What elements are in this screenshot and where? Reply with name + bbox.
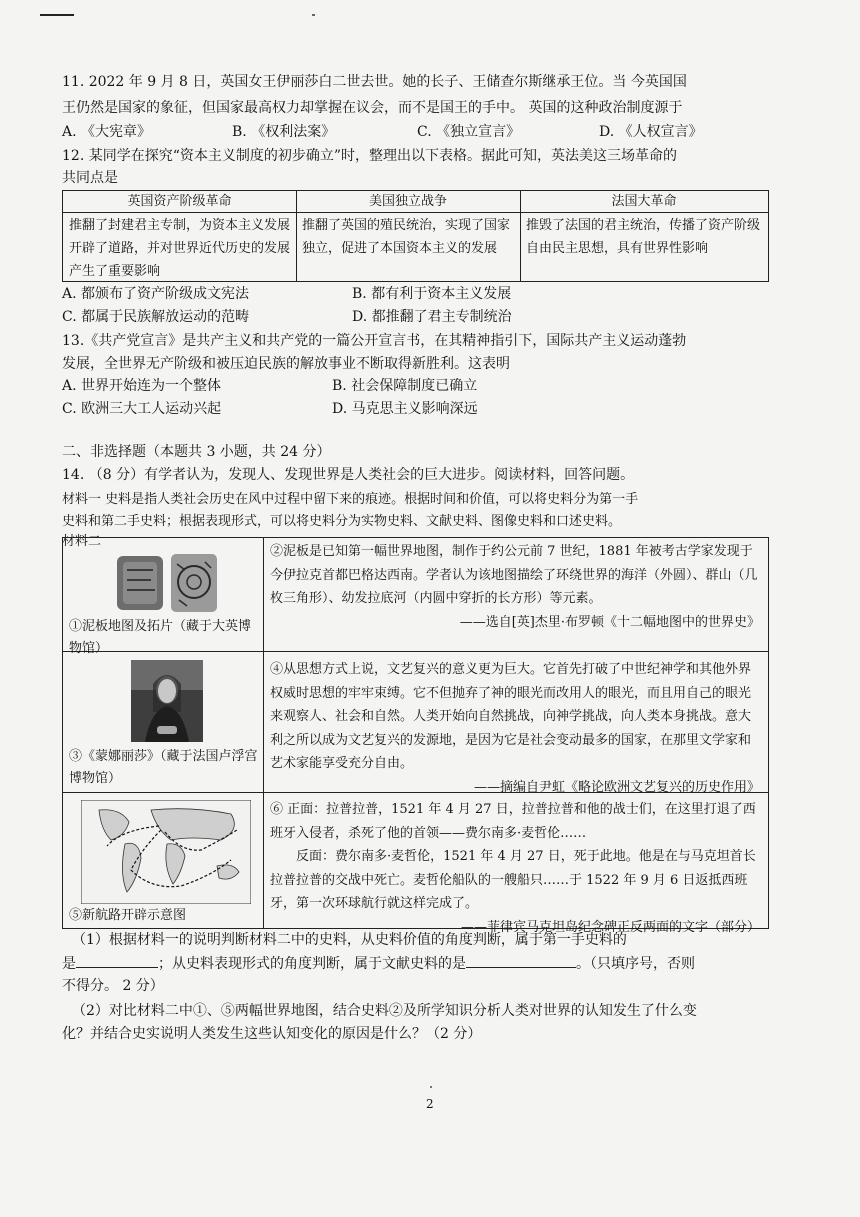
q11-option-c[interactable]: C. 《独立宣言》 xyxy=(417,124,521,140)
q11-option-a[interactable]: A. 《大宪章》 xyxy=(62,124,152,140)
caption-mona-lisa: ③《蒙娜丽莎》（藏于法国卢浮宫博物馆） xyxy=(69,749,258,786)
q14-sub1-middle: ；从史料表现形式的角度判断，属于文献史料的是 xyxy=(158,956,466,972)
material-6-front: ⑥ 正面：拉普拉普，1521 年 4 月 27 日，拉普拉普和他的战士们，在这里打退了西班牙入侵者，杀死了他的首领——费尔南多·麦哲伦…… xyxy=(270,802,756,841)
q12-table xyxy=(62,190,769,282)
q12-cell-england: 推翻了封建君主专制，为资本主义发展开辟了道路，并对世界近代历史的发展产生了重要影响 xyxy=(69,218,291,279)
q12-stem-line2: 共同点是 xyxy=(62,170,118,186)
material2-divider xyxy=(263,538,264,928)
material-2-source: ——选自[英]杰里·布罗顿《十二幅地图中的世界史》 xyxy=(459,614,760,630)
material-6-source: ——菲律宾马克坦岛纪念碑正反两面的文字（部分） xyxy=(460,919,760,935)
q12-header-america: 美国独立战争 xyxy=(368,194,447,209)
q12-cell-america: 推翻了英国的殖民统治，实现了国家独立，促进了本国资本主义的发展 xyxy=(302,218,511,256)
q11-option-b[interactable]: B. 《权利法案》 xyxy=(232,124,336,140)
material-2-body: ②泥板是已知第一幅世界地图，制作于约公元前 7 世纪，1881 年被考古学家发现于今伊拉克首都巴格达西南。学者认为该地图描绘了环绕世界的海洋（外圆）、群山（几枚三角形）、幼发拉底河（内圆中穿折的长方形）等元素。 xyxy=(270,544,758,606)
q13-option-d[interactable]: D. 马克思主义影响深远 xyxy=(332,401,478,417)
q12-option-d[interactable]: D. 都推翻了君主专制统治 xyxy=(352,309,512,325)
q12-header-england: 英国资产阶级革命 xyxy=(127,194,232,209)
material-4-body: ④从思想方式上说，文艺复兴的意义更为巨大。它首先打破了中世纪神学和其他外界权威时思想的牢牢束缚。它不但抛弃了神的眼光而改用人的眼光，而且用自己的眼光来观察人、社会和自然。人类开始向自然挑战，向神学挑战，向人类本身挑战。意大利之所以成为文艺复兴的发源地，是因为它是社会变动最多的国家，在那里文学家和艺术家能享受充分自由。 xyxy=(270,662,752,771)
q14-sub1-suffix: 。（只填序号，否则 xyxy=(576,956,695,972)
q13-options-row2 xyxy=(62,399,762,419)
q14-material2-label: 材料二 xyxy=(62,534,102,549)
q12-option-c[interactable]: C. 都属于民族解放运动的范畴 xyxy=(62,309,250,325)
q14-sub1-prefix: 是 xyxy=(62,956,76,972)
scan-dot-lower xyxy=(430,1086,432,1088)
material-6-text xyxy=(270,798,760,939)
answer-blank-1[interactable] xyxy=(76,953,158,968)
q11-stem-line1: 11. 2022 年 9 月 8 日，英国女王伊丽莎白二世去世。她的长子、王储查尔斯继承王位。当 今英国国 xyxy=(62,74,687,90)
q12-option-a[interactable]: A. 都颁布了资产阶级成文宪法 xyxy=(62,286,250,302)
mona-lisa-image xyxy=(131,660,203,742)
q12-options-row1 xyxy=(62,284,762,304)
new-route-map-image xyxy=(81,800,251,904)
q11-stem-line2: 王仍然是国家的象征，但国家最高权力却掌握在议会，而不是国王的手中。 英国的这种政治制度源于 xyxy=(62,100,683,116)
scan-mark xyxy=(40,14,74,16)
q14-sub1-line1: （1）根据材料一的说明判断材料二中的史料，从史料价值的角度判断，属于第一手史料的 xyxy=(72,932,627,948)
page-number: 2 xyxy=(426,1097,434,1111)
q14-sub2-line1: （2）对比材料二中①、⑤两幅世界地图，结合史料②及所学知识分析人类对世界的认知发生了什么变 xyxy=(72,1003,697,1019)
answer-blank-2[interactable] xyxy=(466,953,576,968)
q13-option-b[interactable]: B. 社会保障制度已确立 xyxy=(332,378,478,394)
q14-sub1-line2 xyxy=(62,953,695,974)
q12-option-b[interactable]: B. 都有利于资本主义发展 xyxy=(352,286,512,302)
q12-header-france: 法国大革命 xyxy=(611,194,677,209)
q14-sub1-line3: 不得分。 2 分） xyxy=(62,978,164,994)
q13-stem-line1: 13.《共产党宣言》是共产主义和共产党的一篇公开宣言书，在其精神指引下，国际共产主义运动蓬勃 xyxy=(62,333,687,349)
q14-material1-line2: 史料和第二手史料；根据表现形式，可以将史料分为实物史料、文献史料、图像史料和口述史料。 xyxy=(62,514,622,529)
q13-option-a[interactable]: A. 世界开始连为一个整体 xyxy=(62,378,222,394)
q13-stem-line2: 发展，全世界无产阶级和被压迫民族的解放事业不断取得新胜利。这表明 xyxy=(62,356,510,372)
q13-options-row1 xyxy=(62,376,762,396)
q14-sub2-line2: 化？并结合史实说明人类发生这些认知变化的原因是什么？（2 分） xyxy=(62,1026,482,1042)
material2-table xyxy=(62,537,769,935)
material-6-back: 反面：费尔南多·麦哲伦，1521 年 4 月 27 日，死于此地。他是在与马克坦首长拉普拉普的交战中死亡。麦哲伦船队的一艘船只……于 1522 年 9 月 6 日返抵西班牙，第一次环球航行就这样完成了。 xyxy=(270,849,756,911)
caption-clay-tablet: ①泥板地图及拓片（藏于大英博物馆） xyxy=(69,619,252,656)
section2-title: 二、非选择题（本题共 3 小题，共 24 分） xyxy=(62,444,331,460)
q14-material1-line1: 材料一 史料是指人类社会历史在风中过程中留下来的痕迹。根据时间和价值，可以将史料分为第一手 xyxy=(62,492,639,507)
material-2-text xyxy=(270,540,760,634)
q11-option-d[interactable]: D. 《人权宣言》 xyxy=(599,124,703,140)
q13-option-c[interactable]: C. 欧洲三大工人运动兴起 xyxy=(62,401,222,417)
material-4-text xyxy=(270,658,760,799)
q12-cell-france: 推毁了法国的君主统治，传播了资产阶级自由民主思想，具有世界性影响 xyxy=(526,218,761,256)
q12-options-row2 xyxy=(62,307,762,327)
q12-stem-line1: 12. 某同学在探究“资本主义制度的初步确立”时，整理出以下表格。据此可知，英法美这三场革命的 xyxy=(62,148,678,164)
q14-stem: 14. （8 分）有学者认为，发现人、发现世界是人类社会的巨大进步。阅读材料，回答问题。 xyxy=(62,467,635,483)
q11-options xyxy=(62,122,762,142)
clay-tablet-image xyxy=(115,552,219,614)
material-4-source: ——摘编自尹虹《略论欧洲文艺复兴的历史作用》 xyxy=(473,779,760,795)
scan-dot xyxy=(312,14,315,16)
caption-route-map: ⑤新航路开辟示意图 xyxy=(69,908,187,923)
